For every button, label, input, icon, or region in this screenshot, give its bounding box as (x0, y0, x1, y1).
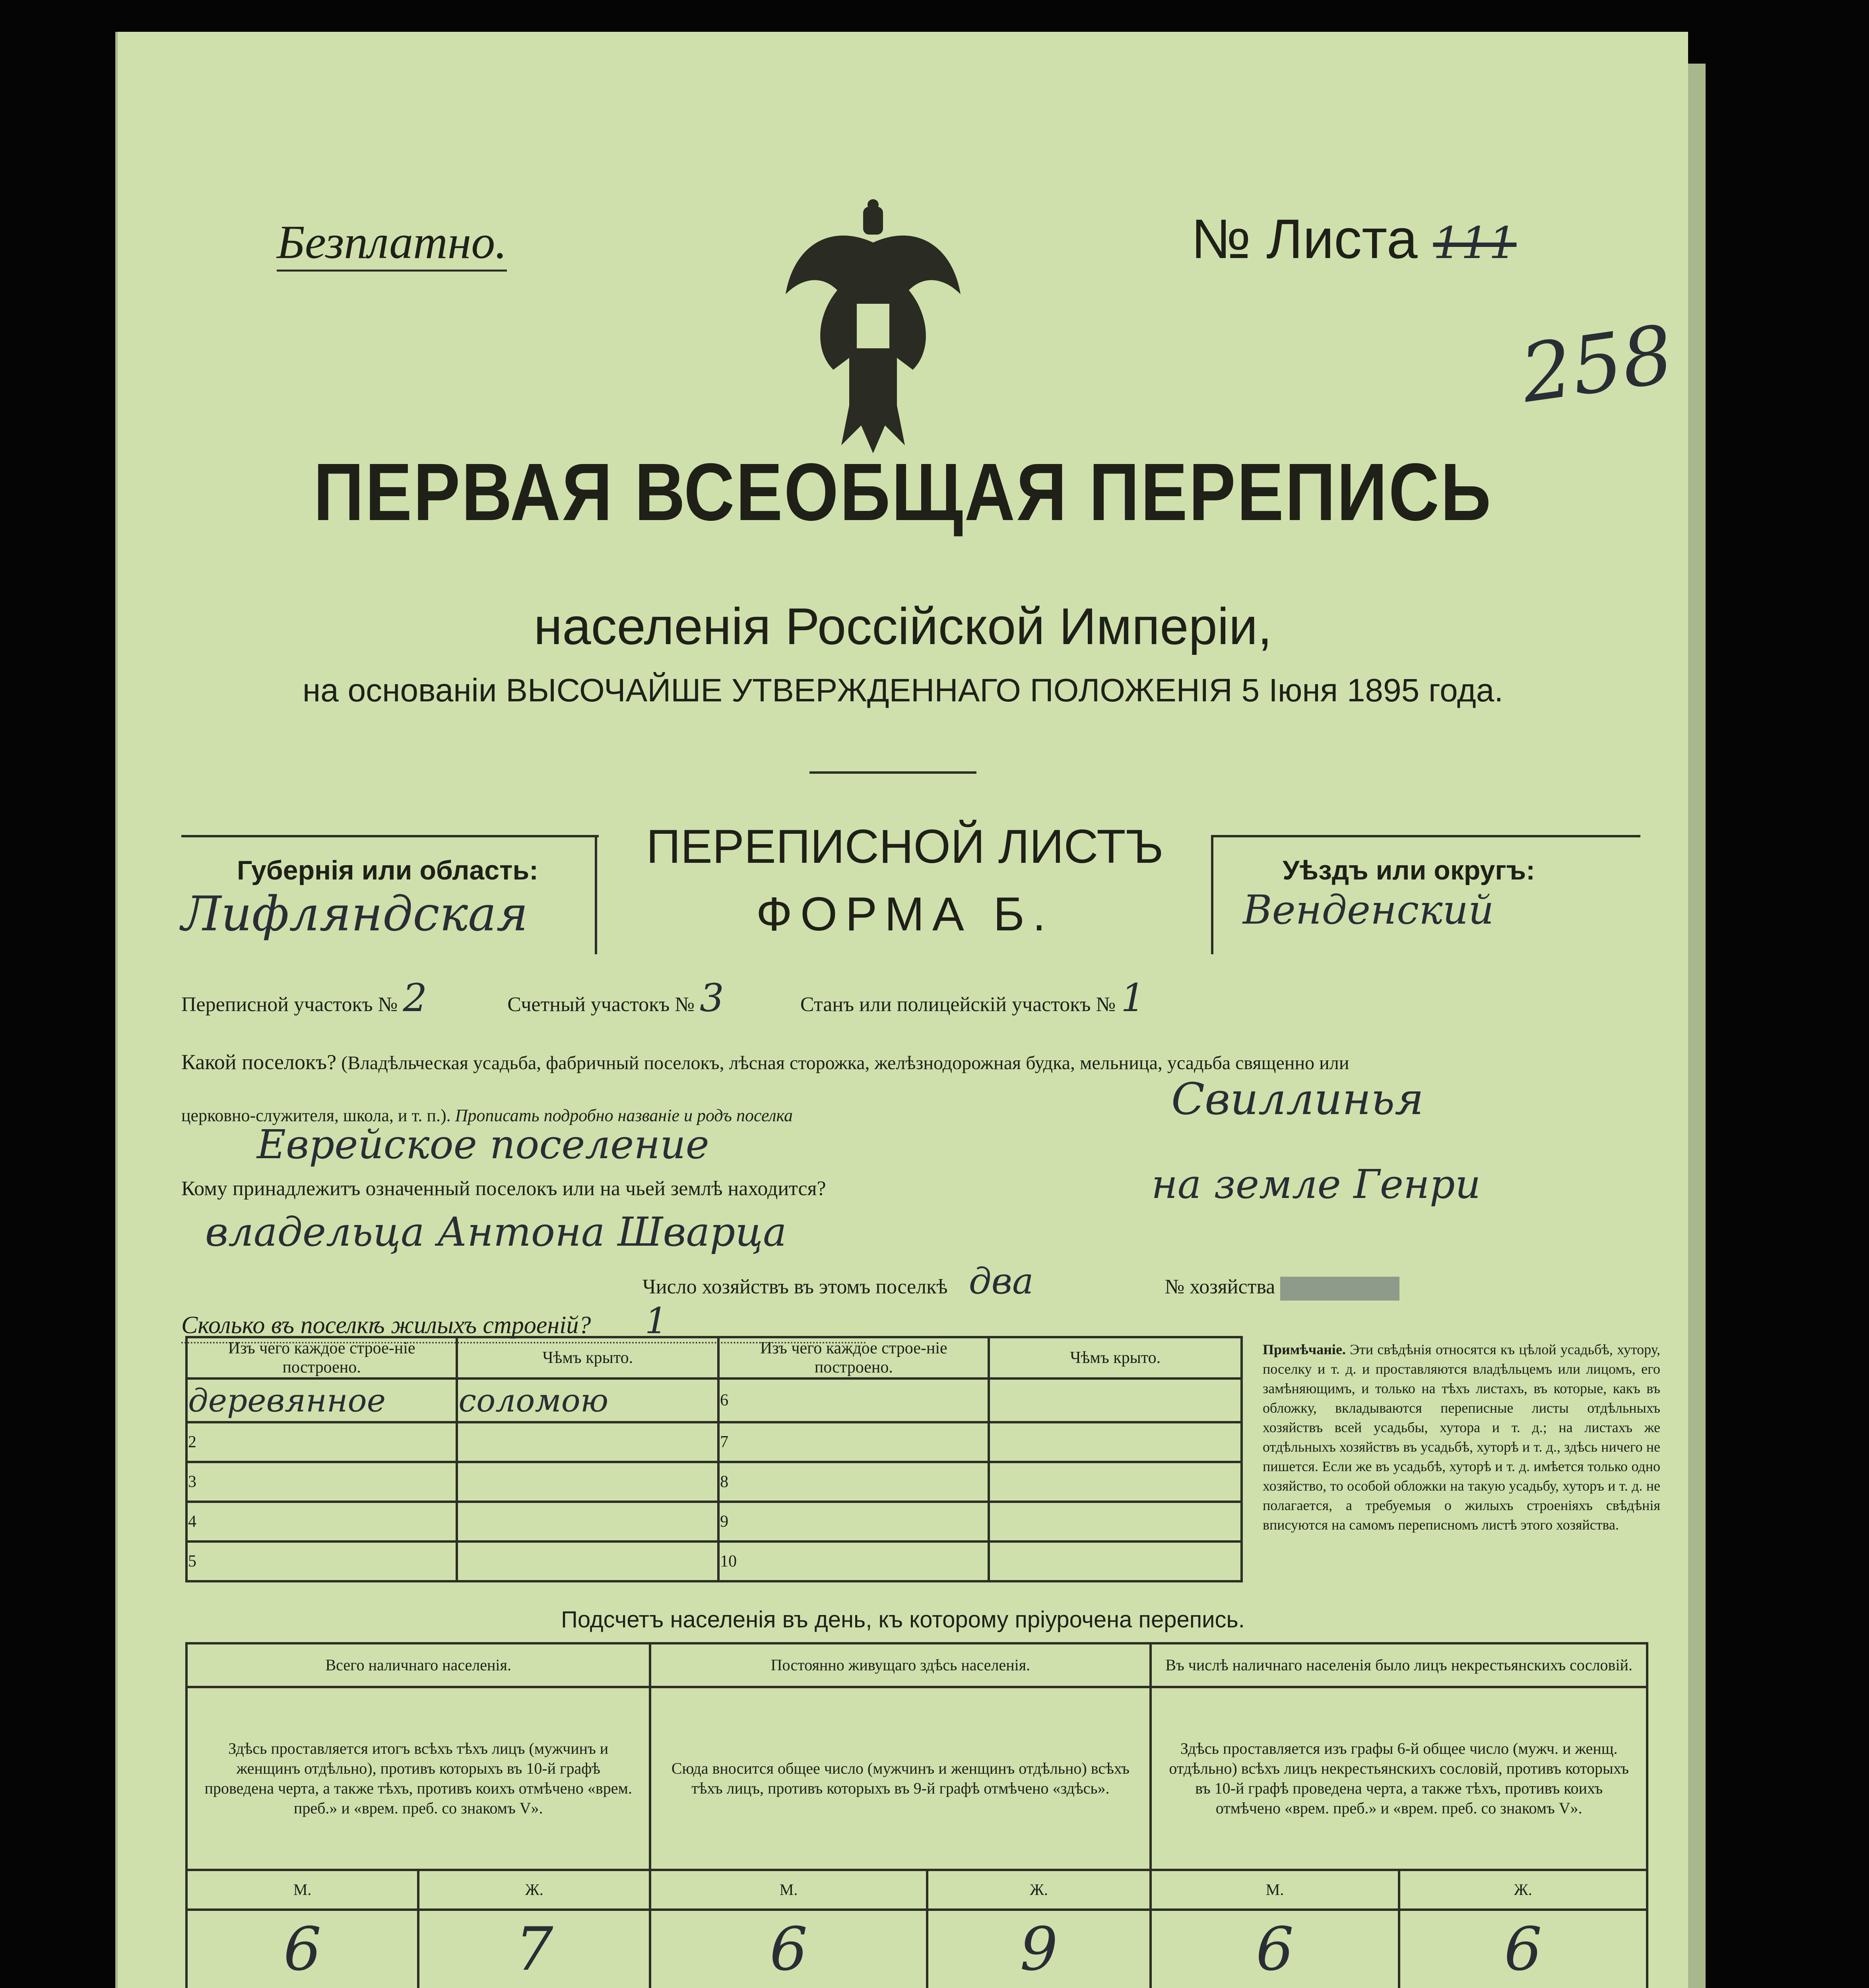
census-district-value: 2 (403, 976, 427, 1020)
census-form-sheet (115, 32, 1688, 1988)
count-m-label-1: М. (186, 1870, 418, 1910)
households-label: Число хозяйствъ въ этомъ поселкѣ (642, 1276, 948, 1298)
count-col2-text: Сюда вносится общее число (мужчинъ и женщинъ отдѣльно) всѣхъ тѣхъ лицъ, противъ которыхъ въ 9-й графѣ отмѣчено «здѣсь». (650, 1687, 1151, 1870)
census-district-field (181, 976, 1145, 1020)
building-1-material: деревянное (186, 1378, 457, 1422)
settlement-hint: (Владѣльческая усадьба, фабричный поселокъ, лѣсная сторожка, желѣзнодорожная будка, мельница, усадьба священно или (341, 1052, 1349, 1074)
building-7-number: 7 (718, 1422, 989, 1462)
count-f-label-3: Ж. (1399, 1870, 1647, 1910)
households-value: два (968, 1260, 1034, 1302)
count-f-label-1: Ж. (418, 1870, 650, 1910)
gubernia-box-right (595, 835, 597, 954)
sheet-number-label-text: № Листа (1191, 208, 1418, 270)
owner-question: Кому принадлежитъ означенный поселокъ или на чьей землѣ находится? (181, 1177, 826, 1200)
count-title: Подсчетъ населенія въ день, къ которому пріурочена перепись. (561, 1607, 1245, 1633)
nonpeasant-male-count: 6 (1151, 1910, 1399, 1988)
count-m-label-3: М. (1151, 1870, 1399, 1910)
settlement-hint-italic: Прописать подробно названіе и родъ поселка (455, 1106, 793, 1125)
household-number-label: № хозяйства (1164, 1276, 1275, 1298)
building-10-number: 10 (718, 1541, 989, 1581)
nonpeasant-female-count: 6 (1399, 1910, 1647, 1988)
building-9-roof (989, 1502, 1242, 1541)
building-3-roof (457, 1462, 718, 1502)
building-2-roof (457, 1422, 718, 1462)
buildings-col3-header: Изъ чего каждое строе-ніе построено. (718, 1337, 989, 1378)
count-f-label-2: Ж. (927, 1870, 1151, 1910)
uezd-label: Уѣздъ или округъ: (1283, 855, 1535, 885)
settlement-question-label: Какой поселокъ? (181, 1050, 337, 1074)
note-heading: Примѣчаніе. (1263, 1342, 1346, 1357)
main-title: ПЕРВАЯ ВСЕОБЩАЯ ПЕРЕПИСЬ (313, 447, 1492, 538)
form-title: ПЕРЕПИСНОЙ ЛИСТЪ (646, 820, 1164, 873)
building-4-number: 4 (186, 1502, 457, 1541)
gubernia-box-top (181, 835, 599, 837)
household-number-redaction (1280, 1277, 1399, 1301)
settlement-value-1: Свиллинья (1171, 1074, 1424, 1124)
count-district-label: Счетный участокъ № (507, 993, 695, 1016)
resident-male-count: 6 (650, 1910, 927, 1988)
stan-value: 1 (1121, 976, 1145, 1020)
dwellings-value: 1 (644, 1300, 668, 1342)
count-col1-text: Здѣсь проставляется итогъ всѣхъ тѣхъ лицъ (мужчинъ и женщинъ отдѣльно), противъ которыхъ въ 10-й графѣ проведена черта, а также тѣхъ, противъ коихъ отмѣчено «врем. преб.» и «врем. преб. со знакомъ V». (186, 1687, 650, 1870)
settlement-question (181, 1050, 1652, 1074)
building-6-roof (989, 1378, 1242, 1422)
buildings-col1-header: Изъ чего каждое строе-ніе построено. (186, 1337, 457, 1378)
gubernia-label: Губернія или область: (237, 855, 538, 885)
building-5-roof (457, 1541, 718, 1581)
building-6-number: 6 (718, 1378, 989, 1422)
count-col3-head: Въ числѣ наличнаго населенія было лицъ некрестьянскихъ сословій. (1151, 1643, 1647, 1687)
count-m-label-2: М. (650, 1870, 927, 1910)
resident-female-count: 9 (927, 1910, 1151, 1988)
buildings-col4-header: Чѣмъ крыто. (989, 1337, 1242, 1378)
buildings-table (185, 1336, 1243, 1582)
double-headed-eagle-emblem (770, 199, 976, 461)
count-col1-head: Всего наличнаго населенія. (186, 1643, 650, 1687)
building-2-number: 2 (186, 1422, 457, 1462)
households-field (642, 1260, 1399, 1302)
note-text: Эти свѣдѣнія относятся къ цѣлой усадьбѣ, хутору, поселку и т. д. и проставляются владѣльцемъ или лицомъ, его замѣняющимъ, и только на тѣхъ листахъ, въ которые, какъ въ обложку, вкладываются переписные листы отдѣльныхъ хозяйствъ всей усадьбы, хутора и т. д.; на листахъ же отдѣльныхъ хозяйствъ въ усадьбѣ, хуторѣ и т. д., здѣсь ничего не пишется. Если же въ усадьбѣ, хуторѣ и т. д. имѣется только одно хозяйство, то особой обложки на такую усадьбу, хуторъ и т. д. не полагается, а требуемыя о жилыхъ строеніяхъ свѣдѣнія вписуются на самомъ переписномъ листѣ этого хозяйства. (1263, 1342, 1661, 1533)
buildings-note (1263, 1340, 1660, 1535)
free-label: Безплатно. (277, 215, 507, 272)
building-8-number: 8 (718, 1462, 989, 1502)
sheet-number-label (1191, 207, 1516, 271)
building-4-roof (457, 1502, 718, 1541)
uezd-box-top (1211, 835, 1640, 837)
count-col3-text: Здѣсь проставляется изъ графы 6-й общее число (мужч. и женщ. отдѣльно) всѣхъ лицъ некрестьянскихъ сословій, противъ которыхъ въ 10-й графѣ проведена черта, а также тѣхъ, противъ коихъ отмѣчено «врем. преб.» и «врем. преб. со знакомъ V». (1151, 1687, 1647, 1870)
count-col2-head: Постоянно живущаго здѣсь населенія. (650, 1643, 1151, 1687)
building-5-number: 5 (186, 1541, 457, 1581)
owner-value-2: владельца Антона Шварца (205, 1209, 787, 1255)
uezd-value: Венденский (1243, 887, 1494, 933)
subtitle: населенія Россійской Имперіи, (534, 597, 1272, 655)
dwellings-label: Сколько въ поселкѣ жилыхъ строеній? (181, 1312, 591, 1339)
census-district-label: Переписной участокъ № (181, 993, 398, 1016)
building-10-roof (989, 1541, 1242, 1581)
building-9-number: 9 (718, 1502, 989, 1541)
building-8-roof (989, 1462, 1242, 1502)
gubernia-value: Лифляндская (181, 887, 528, 942)
stan-label: Станъ или полицейскій участокъ № (800, 993, 1116, 1016)
present-female-count: 7 (418, 1910, 650, 1988)
uezd-box-left (1211, 835, 1213, 954)
title-divider (809, 771, 976, 774)
buildings-col2-header: Чѣмъ крыто. (457, 1337, 718, 1378)
present-male-count: 6 (186, 1910, 418, 1988)
building-7-roof (989, 1422, 1242, 1462)
form-subtitle: ФОРМА Б. (756, 887, 1054, 941)
count-district-value: 3 (699, 976, 724, 1020)
settlement-value-2: Еврейское поселение (257, 1121, 709, 1168)
population-count-table (185, 1642, 1648, 1988)
owner-value-1: на земле Генри (1151, 1161, 1481, 1208)
building-3-number: 3 (186, 1462, 457, 1502)
building-1-roof: соломою (457, 1378, 718, 1422)
settlement-hint2: церковно-служителя, школа, и т. п.). (181, 1106, 451, 1125)
archive-number: 258 (1515, 308, 1679, 421)
legal-basis-line: на основаніи ВЫСОЧАЙШЕ УТВЕРЖДЕННАГО ПОЛОЖЕНІЯ 5 Іюня 1895 года. (302, 672, 1504, 709)
sheet-number-value: 111 (1433, 217, 1517, 268)
